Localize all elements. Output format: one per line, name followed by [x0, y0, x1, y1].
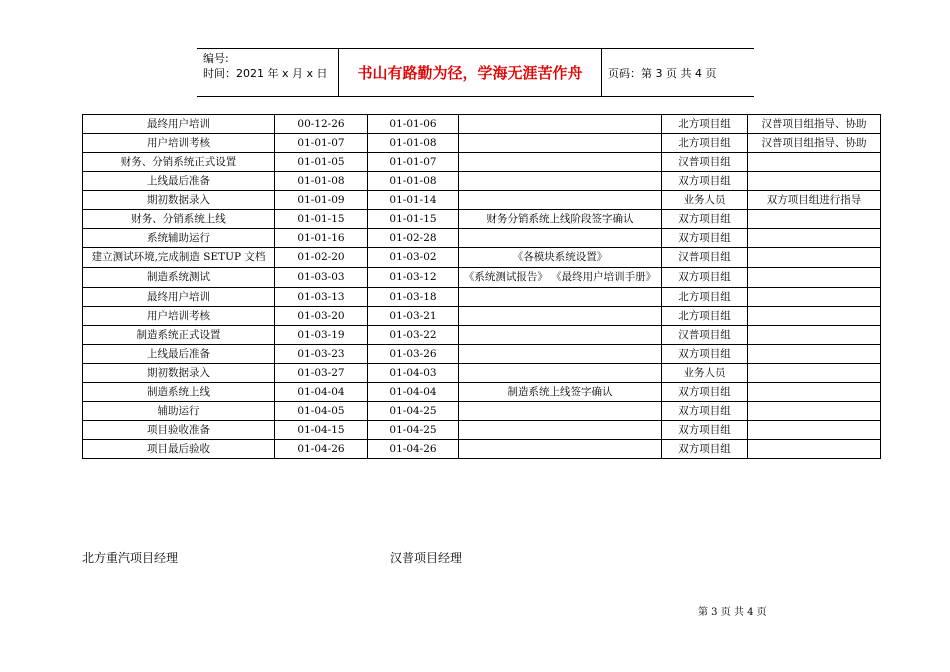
cell-deliverable	[459, 191, 662, 210]
cell-deliverable	[459, 440, 662, 459]
table-row	[83, 421, 881, 440]
table-row	[83, 402, 881, 421]
table-row	[83, 326, 881, 345]
cell-end-date: 01-03-12	[368, 268, 459, 288]
table-row	[83, 268, 881, 288]
cell-responsible: 双方项目组	[662, 229, 748, 248]
cell-start-date: 01-01-08	[275, 172, 368, 191]
cell-task-name: 制造系统上线	[83, 383, 275, 402]
cell-responsible: 业务人员	[662, 364, 748, 383]
cell-note: 汉普项目组指导、协助	[748, 134, 881, 153]
cell-start-date: 01-01-07	[275, 134, 368, 153]
cell-start-date: 01-03-13	[275, 288, 368, 307]
cell-responsible: 双方项目组	[662, 421, 748, 440]
page-code: 页码：第 3 页 共 4 页	[608, 66, 717, 80]
cell-end-date: 01-03-21	[368, 307, 459, 326]
cell-deliverable	[459, 153, 662, 172]
number-label: 编号:	[203, 52, 229, 65]
cell-note	[748, 288, 881, 307]
cell-task-name: 制造系统测试	[83, 268, 275, 288]
cell-responsible: 双方项目组	[662, 210, 748, 229]
cell-task-name: 期初数据录入	[83, 191, 275, 210]
cell-deliverable	[459, 115, 662, 134]
table-row	[83, 134, 881, 153]
table-row	[83, 115, 881, 134]
cell-responsible: 双方项目组	[662, 172, 748, 191]
cell-task-name: 辅助运行	[83, 402, 275, 421]
cell-note: 双方项目组进行指导	[748, 191, 881, 210]
header-info	[197, 49, 339, 96]
cell-note	[748, 364, 881, 383]
cell-task-name: 期初数据录入	[83, 364, 275, 383]
cell-responsible: 双方项目组	[662, 440, 748, 459]
cell-start-date: 01-01-15	[275, 210, 368, 229]
cell-note	[748, 402, 881, 421]
cell-deliverable	[459, 326, 662, 345]
cell-note	[748, 268, 881, 288]
cell-responsible: 北方项目组	[662, 134, 748, 153]
cell-responsible: 双方项目组	[662, 402, 748, 421]
cell-note	[748, 153, 881, 172]
cell-start-date: 00-12-26	[275, 115, 368, 134]
cell-deliverable	[459, 229, 662, 248]
cell-deliverable: 财务分销系统上线阶段签字确认	[459, 210, 662, 229]
time-label: 时间：2021 年 x 月 x 日	[203, 67, 328, 80]
cell-responsible: 汉普项目组	[662, 248, 748, 268]
cell-note	[748, 210, 881, 229]
table-row	[83, 383, 881, 402]
table-row	[83, 288, 881, 307]
cell-deliverable	[459, 307, 662, 326]
table-row	[83, 345, 881, 364]
table-row	[83, 172, 881, 191]
table-row	[83, 210, 881, 229]
table-row	[83, 440, 881, 459]
cell-start-date: 01-01-09	[275, 191, 368, 210]
cell-deliverable: 制造系统上线签字确认	[459, 383, 662, 402]
cell-responsible: 北方项目组	[662, 115, 748, 134]
cell-end-date: 01-04-04	[368, 383, 459, 402]
cell-end-date: 01-01-08	[368, 134, 459, 153]
cell-deliverable	[459, 421, 662, 440]
schedule-table	[82, 114, 881, 459]
cell-task-name: 项目验收准备	[83, 421, 275, 440]
cell-deliverable	[459, 288, 662, 307]
page-footer: 第 3 页 共 4 页	[698, 607, 767, 618]
cell-end-date: 01-01-14	[368, 191, 459, 210]
cell-start-date: 01-03-03	[275, 268, 368, 288]
cell-task-name: 建立测试环境,完成制造 SETUP 文档	[83, 248, 275, 268]
cell-end-date: 01-04-25	[368, 402, 459, 421]
cell-start-date: 01-03-23	[275, 345, 368, 364]
cell-note	[748, 172, 881, 191]
cell-note	[748, 440, 881, 459]
cell-deliverable	[459, 134, 662, 153]
cell-responsible: 汉普项目组	[662, 153, 748, 172]
cell-end-date: 01-03-18	[368, 288, 459, 307]
table-row	[83, 191, 881, 210]
cell-task-name: 用户培训考核	[83, 134, 275, 153]
cell-responsible: 汉普项目组	[662, 326, 748, 345]
cell-end-date: 01-02-28	[368, 229, 459, 248]
cell-start-date: 01-03-19	[275, 326, 368, 345]
cell-note	[748, 421, 881, 440]
cell-task-name: 财务、分销系统正式设置	[83, 153, 275, 172]
cell-responsible: 双方项目组	[662, 268, 748, 288]
cell-end-date: 01-01-07	[368, 153, 459, 172]
cell-note	[748, 307, 881, 326]
table-row	[83, 248, 881, 268]
cell-task-name: 系统辅助运行	[83, 229, 275, 248]
table-row	[83, 307, 881, 326]
cell-task-name: 制造系统正式设置	[83, 326, 275, 345]
cell-deliverable	[459, 402, 662, 421]
cell-responsible: 北方项目组	[662, 288, 748, 307]
cell-task-name: 最终用户培训	[83, 288, 275, 307]
cell-task-name: 项目最后验收	[83, 440, 275, 459]
cell-task-name: 财务、分销系统上线	[83, 210, 275, 229]
cell-start-date: 01-02-20	[275, 248, 368, 268]
cell-deliverable	[459, 345, 662, 364]
cell-deliverable: 《各模块系统设置》	[459, 248, 662, 268]
cell-start-date: 01-03-20	[275, 307, 368, 326]
table-row	[83, 229, 881, 248]
cell-task-name: 上线最后准备	[83, 172, 275, 191]
cell-start-date: 01-01-16	[275, 229, 368, 248]
cell-responsible: 北方项目组	[662, 307, 748, 326]
cell-end-date: 01-03-26	[368, 345, 459, 364]
cell-note	[748, 229, 881, 248]
cell-start-date: 01-03-27	[275, 364, 368, 383]
table-row	[83, 153, 881, 172]
cell-start-date: 01-01-05	[275, 153, 368, 172]
cell-responsible: 双方项目组	[662, 345, 748, 364]
cell-deliverable: 《系统测试报告》 《最终用户培训手册》	[459, 268, 662, 288]
cell-end-date: 01-04-26	[368, 440, 459, 459]
cell-deliverable	[459, 364, 662, 383]
cell-end-date: 01-01-15	[368, 210, 459, 229]
cell-end-date: 01-04-25	[368, 421, 459, 440]
cell-end-date: 01-03-22	[368, 326, 459, 345]
header-motto: 书山有路勤为径，学海无涯苦作舟	[339, 49, 602, 96]
signature-left: 北方重汽项目经理	[82, 551, 179, 565]
cell-note	[748, 248, 881, 268]
cell-end-date: 01-01-08	[368, 172, 459, 191]
cell-end-date: 01-03-02	[368, 248, 459, 268]
table-row	[83, 364, 881, 383]
cell-task-name: 最终用户培训	[83, 115, 275, 134]
cell-note: 汉普项目组指导、协助	[748, 115, 881, 134]
cell-start-date: 01-04-26	[275, 440, 368, 459]
cell-task-name: 用户培训考核	[83, 307, 275, 326]
cell-start-date: 01-04-15	[275, 421, 368, 440]
cell-end-date: 01-01-06	[368, 115, 459, 134]
cell-note	[748, 326, 881, 345]
cell-responsible: 业务人员	[662, 191, 748, 210]
cell-start-date: 01-04-04	[275, 383, 368, 402]
page-header	[197, 48, 754, 97]
signature-right: 汉普项目经理	[390, 551, 463, 565]
cell-task-name: 上线最后准备	[83, 345, 275, 364]
cell-deliverable	[459, 172, 662, 191]
cell-note	[748, 383, 881, 402]
cell-responsible: 双方项目组	[662, 383, 748, 402]
cell-start-date: 01-04-05	[275, 402, 368, 421]
cell-note	[748, 345, 881, 364]
cell-end-date: 01-04-03	[368, 364, 459, 383]
